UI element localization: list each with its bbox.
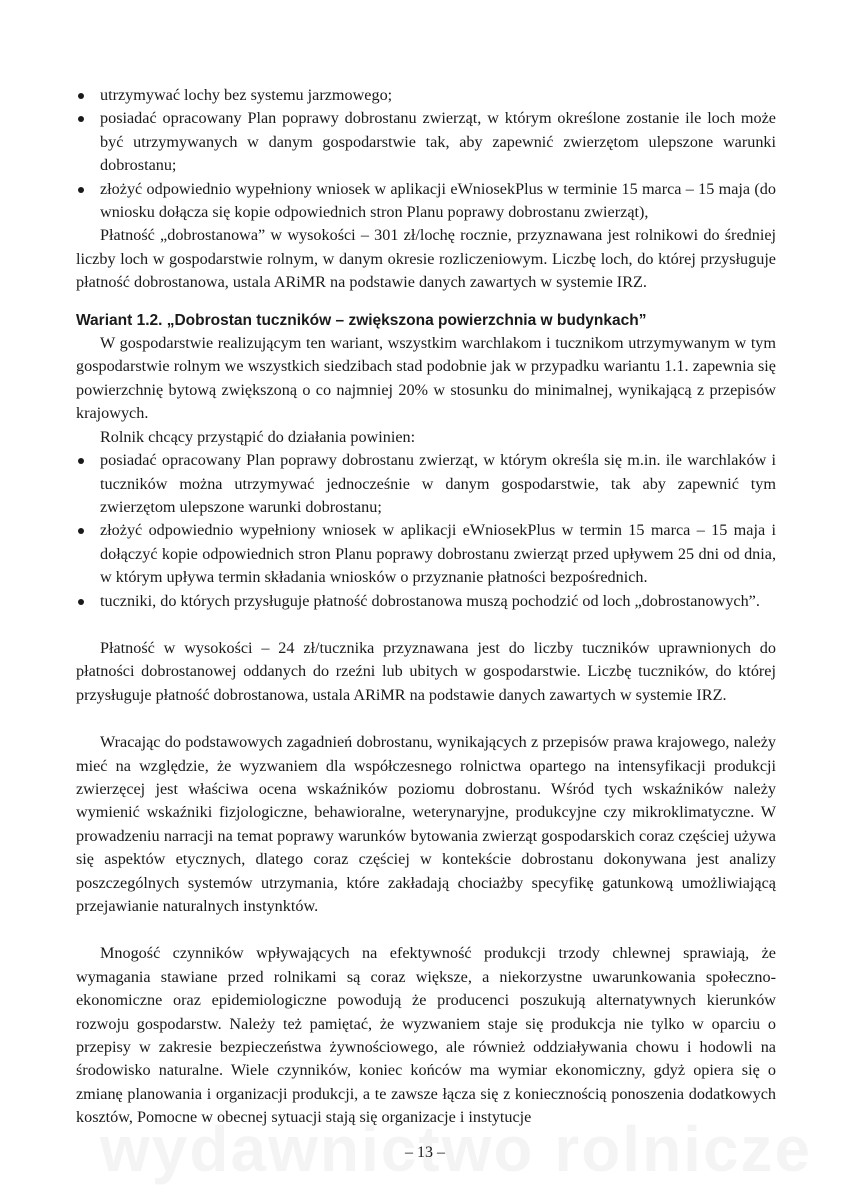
body-paragraph: Mnogość czynników wpływających na efektywność produkcji trzody chlewnej sprawiają, że wymagania stawiane przed rolnikami są coraz większe, a niekorzystne uwarunkowania społeczno-ekonomiczne oraz epidemiologiczne powodują że producenci poszukują alternatywnych kierunków rozwoju gospodarstw. Należy też pamiętać, że wyzwaniem staje się produkcja nie tylko w oparciu o przepisy w zakresie bezpieczeństwa żywnościowego, ale również oddziaływania chowu i hodowli na środowisko naturalne. Wiele czynników, koniec końców ma wymiar ekonomiczny, gdyż opiera się o zmianę planowania i organizacji produkcji, a te zawsze łącza się z koniecznością ponoszenia dodatkowych kosztów, Pomocne w obecnej sytuacji stają się organizacje i instytucje (76, 944, 776, 1127)
list-item: posiadać opracowany Plan poprawy dobrostanu zwierząt, w którym określone zostanie ile loch może być utrzymywanych w danym gospodarstwie tak, aby zapewnić zwierzętom ulepszone warunki dobrostanu; (76, 107, 776, 177)
section-heading: Wariant 1.2. „Dobrostan tuczników – zwiększona powierzchnia w budynkach” (76, 311, 647, 329)
list-item: utrzymywać lochy bez systemu jarzmowego; (76, 84, 776, 107)
list-item: tuczniki, do których przysługuje płatność dobrostanowa muszą pochodzić od loch „dobrostanowych”. (76, 590, 776, 613)
requirements-lead: Rolnik chcący przystąpić do działania powinien: (100, 427, 416, 446)
variant-intro-paragraph: W gospodarstwie realizującym ten wariant, wszystkim warchlakom i tucznikom utrzymywanym w tym gospodarstwie rolnym we wszystkich siedzibach stad podobnie jak w przypadku wariantu 1.1. zapewnia się powierzchnię bytową zwiększoną o co najmniej 20% w stosunku do minimalnej, wynikającą z przepisów krajowych. (76, 334, 776, 423)
list-item: złożyć odpowiednio wypełniony wniosek w aplikacji eWniosekPlus w terminie 15 marca – 15 maja (do wniosku dołącza się kopie odpowiednich stron Planu poprawy dobrostanu zwierząt), (76, 178, 776, 225)
list-item: posiadać opracowany Plan poprawy dobrostanu zwierząt, w którym określa się m.in. ile warchlaków i tuczników można utrzymywać jednocześnie w danym gospodarstwie, tak aby zapewnić tym zwierzętom ulepszone warunki dobrostanu; (76, 449, 776, 519)
body-paragraph: Wracając do podstawowych zagadnień dobrostanu, wynikających z przepisów prawa krajowego, należy mieć na względzie, że wyzwaniem dla współczesnego rolnictwa opartego na intensyfikacji produkcji zwierzęcej jest właściwa ocena wskaźników poziomu dobrostanu. Wśród tych wskaźników należy wymienić wskaźniki fizjologiczne, behawioralne, weterynaryjne, produkcyjne czy mikroklimatyczne. W prowadzeniu narracji na temat poprawy warunków bytowania zwierząt gospodarskich coraz częściej używa się aspektów etycznych, dlatego coraz częściej w kontekście dobrostanu dokonywana jest analizy poszczególnych systemów utrzymania, które zakładają chociażby specyfikę gatunkową umożliwiającą przejawianie naturalnych instynktów. (76, 733, 776, 915)
sow-payment-paragraph: Płatność „dobrostanowa” w wysokości – 301 zł/lochę rocznie, przyznawana jest rolnikowi do średniej liczby loch w gospodarstwie rolnym, w danym okresie rozliczeniowym. Liczbę loch, do której przysługuje płatność dobrostanowa, ustala ARiMR na podstawie danych zawartych w systemie IRZ. (76, 226, 776, 292)
page-number: – 13 – (405, 1144, 445, 1161)
fattener-payment-paragraph: Płatność w wysokości – 24 zł/tucznika przyznawana jest do liczby tuczników uprawnionych do płatności dobrostanowej oddanych do rzeźni lub ubitych w gospodarstwie. Liczbę tuczników, do której przysługuje płatność dobrostanowa, ustala ARiMR na podstawie danych zawartych w systemie IRZ. (76, 638, 776, 704)
fattener-requirements-list (76, 449, 776, 613)
sow-requirements-list (76, 84, 776, 224)
page-body (76, 84, 776, 1130)
list-item: złożyć odpowiednio wypełniony wniosek w aplikacji eWniosekPlus w termin 15 marca – 15 maja i dołączyć kopie odpowiednich stron Planu poprawy dobrostanu zwierząt przed upływem 25 dni od dnia, w którym upływa termin składania wniosków o przyznanie płatności bezpośrednich. (76, 519, 776, 589)
